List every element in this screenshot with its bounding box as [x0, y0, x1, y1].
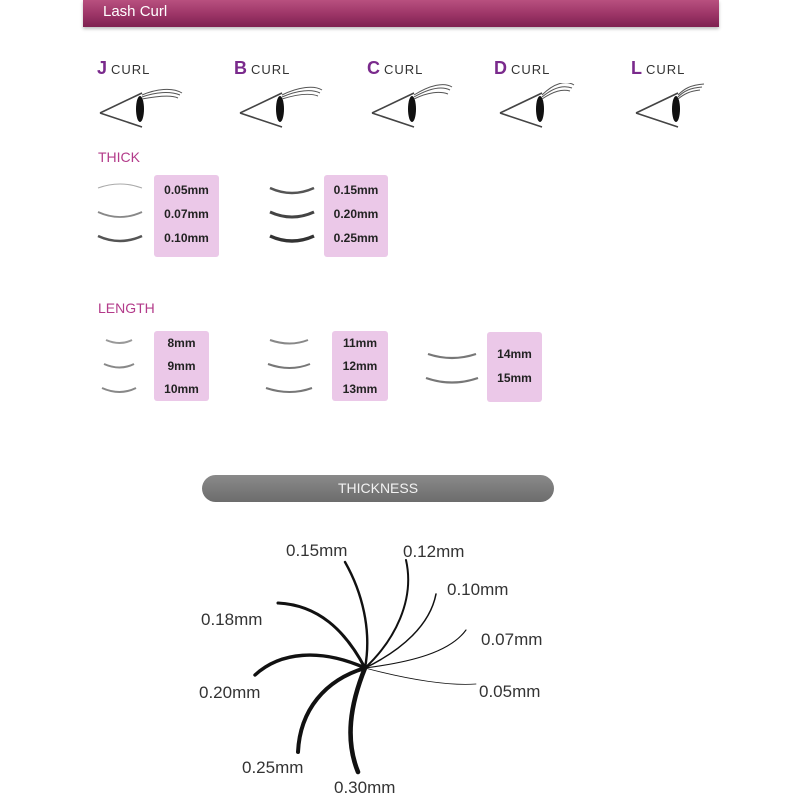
length-value: 14mm [497, 347, 532, 361]
thick-label: THICK [98, 149, 140, 165]
eye-l-curl-icon [632, 83, 724, 131]
curl-label-l [631, 58, 685, 79]
length-arcs-group-1-icon [100, 334, 140, 400]
thick-value: 0.05mm [164, 183, 209, 197]
curl-letter: C [367, 58, 380, 78]
length-arcs-group-2-icon [264, 334, 316, 400]
fan-label: 0.20mm [199, 683, 261, 702]
thick-box-2 [324, 175, 388, 257]
curl-label-j [97, 58, 150, 79]
eye-c-curl-icon [368, 83, 460, 131]
lash-0-05mm [365, 668, 476, 684]
header-bar [83, 0, 719, 27]
thick-value: 0.25mm [333, 231, 379, 245]
fan-label: 0.07mm [481, 630, 543, 649]
curl-letter: L [631, 58, 642, 78]
length-value: 15mm [497, 371, 532, 385]
header-title: Lash Curl [103, 3, 168, 20]
eye-b-curl-icon [236, 83, 328, 131]
curl-word: CURL [646, 62, 686, 77]
length-value: 12mm [342, 359, 378, 373]
length-value: 8mm [167, 336, 196, 350]
length-box-2 [332, 331, 388, 401]
curl-word: CURL [511, 62, 551, 77]
fan-label: 0.30mm [334, 778, 396, 797]
thick-value: 0.07mm [164, 207, 209, 221]
length-value: 10mm [164, 382, 199, 396]
curl-letter: J [97, 58, 108, 78]
eye-d-curl-icon [496, 83, 588, 131]
thick-value: 0.15mm [333, 183, 379, 197]
length-label: LENGTH [98, 300, 155, 316]
thick-value: 0.20mm [333, 207, 379, 221]
lash-0-07mm [365, 630, 466, 668]
curl-label-d [494, 58, 550, 79]
thickness-bar [202, 475, 554, 502]
fan-label: 0.12mm [403, 542, 465, 561]
curl-letter: D [494, 58, 507, 78]
curl-letter: B [234, 58, 247, 78]
fan-label: 0.10mm [447, 580, 509, 599]
fan-label: 0.18mm [201, 610, 263, 629]
eye-j-curl-icon [96, 83, 188, 131]
curl-word: CURL [384, 62, 424, 77]
thickness-title: THICKNESS [337, 480, 419, 496]
curl-word: CURL [251, 62, 291, 77]
fan-label: 0.05mm [479, 682, 541, 701]
lash-0-30mm [351, 668, 365, 772]
thick-arcs-group-2-icon [266, 180, 320, 250]
fan-label: 0.15mm [286, 541, 348, 560]
lash-0-20mm [255, 655, 365, 675]
curl-label-b [234, 58, 290, 79]
thick-value: 0.10mm [164, 231, 209, 245]
fan-label: 0.25mm [242, 758, 304, 777]
length-box-1 [154, 331, 209, 401]
thickness-fan-diagram [0, 520, 800, 800]
curl-label-c [367, 58, 423, 79]
thick-arcs-group-1-icon [94, 180, 148, 250]
length-arcs-group-3-icon [424, 346, 480, 390]
curl-word: CURL [111, 62, 151, 77]
length-value: 11mm [342, 336, 378, 350]
length-value: 9mm [167, 359, 196, 373]
thick-box-1 [154, 175, 219, 257]
lash-0-12mm [365, 560, 408, 668]
length-box-3 [487, 332, 542, 402]
length-value: 13mm [342, 382, 378, 396]
